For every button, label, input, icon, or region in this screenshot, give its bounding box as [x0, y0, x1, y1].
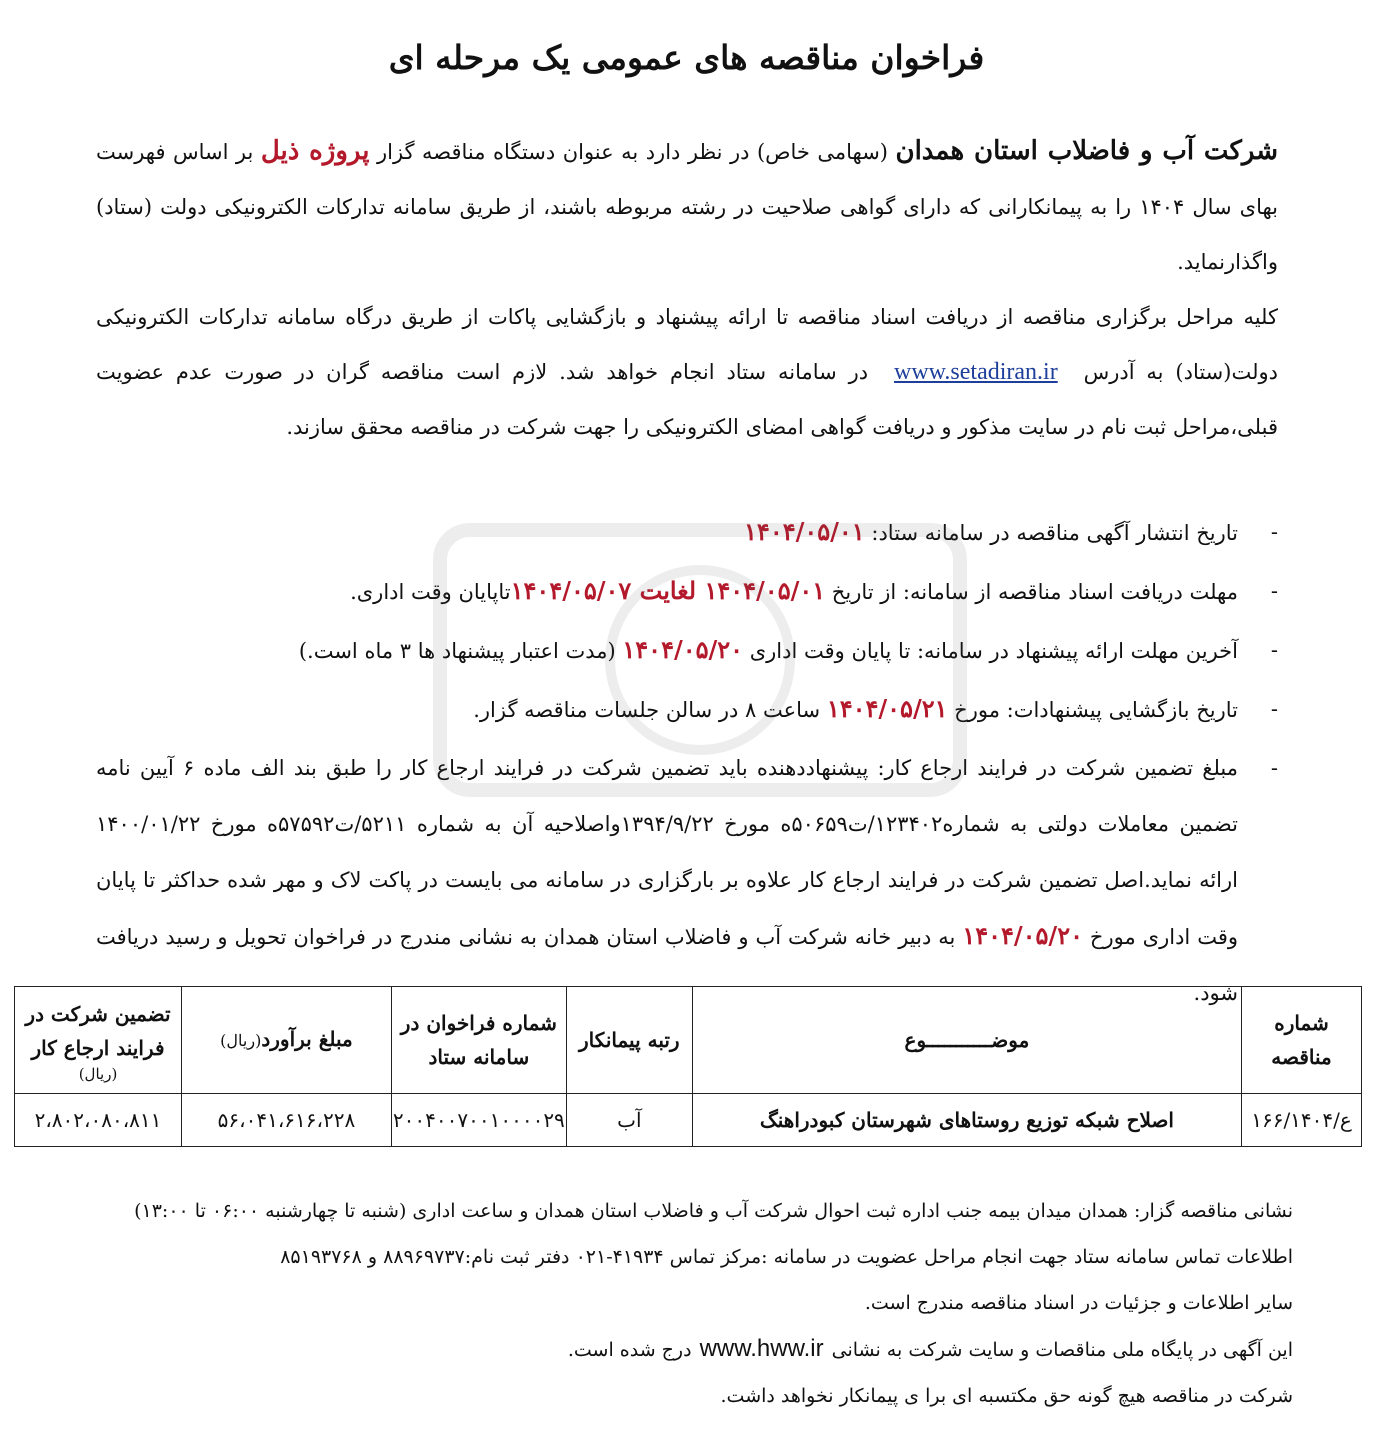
setad-link[interactable]: www.setadiran.ir — [893, 359, 1058, 385]
header-guarantee: تضمین شرکت در فرایند ارجاع کار (ریال) — [15, 987, 182, 1094]
date-value: ۱۴۰۴/۰۵/۲۰ — [622, 635, 744, 664]
dash-bullet-icon: - — [1270, 520, 1278, 544]
footer-section — [60, 1188, 1293, 1419]
project-label: پروژه ذیل — [260, 136, 370, 166]
dash-bullet-icon: - — [1270, 579, 1278, 603]
list-item: - مبلغ تضمین شرکت در فرایند ارجاع کار: پیشنهاددهنده باید تضمین شرکت در فرایند ارجاع کار را طبق بند الف ماده ۶ آیین نامه تضمین معاملات دولتی به شماره۱۲۳۴۰۲/ت۵۰۶۵۹ه مورخ ۱۳۹۴/۹/۲۲واصلاحیه آن به شماره ۵۲۱۱/ت۵۷۵۹۲ه مورخ ۱۴۰۰/۰۱/۲۲ ارائه نماید.اصل تضمین شرکت در فرایند ارجاع کار علاوه بر بارگزاری در سامانه می بایست در پاکت لاک و مهر شده حداکثر تا پایان وقت اداری مورخ ۱۴۰۴/۰۵/۲۰ به دبیر خانه شرکت آب و فاضلاب استان همدان به نشانی مندرج در فراخوان تحویل و رسید دریافت شود. — [96, 740, 1278, 1021]
dash-bullet-icon: - — [1270, 697, 1278, 721]
table-row — [15, 1094, 1362, 1147]
company-name: شرکت آب و فاضلاب استان همدان — [895, 136, 1278, 166]
header-grade: رتبه پیمانکار — [566, 987, 692, 1094]
cell-estimate: ۵۶،۰۴۱،۶۱۶،۲۲۸ — [182, 1094, 392, 1147]
header-estimate: مبلغ برآورد(ریال) — [182, 987, 392, 1094]
date-value: ۱۴۰۴/۰۵/۰۱ لغایت ۱۴۰۴/۰۵/۰۷ — [510, 576, 826, 605]
dash-bullet-icon: - — [1270, 756, 1278, 780]
intro-text-2: بر اساس فهرست بهای سال ۱۴۰۴ را به پیمانکارانی که دارای گواهی صلاحیت در رشته مربوطه باشند، از طریق سامانه تدارکات الکترونیکی دولت (ستاد) واگذارنماید. — [96, 140, 1278, 274]
table-header-row — [15, 987, 1362, 1094]
cell-grade: آب — [566, 1094, 692, 1147]
list-item: - آخرین مهلت ارائه پیشنهاد در سامانه: تا پایان وقت اداری ۱۴۰۴/۰۵/۲۰ (مدت اعتبار پیشنهاد ها ۳ ماه است.) — [96, 622, 1278, 679]
intro-text-1: در نظر دارد به عنوان دستگاه مناقصه گزار — [369, 140, 757, 164]
header-setad-number: شماره فراخوان در سامانه ستاد — [391, 987, 566, 1094]
tender-table — [14, 986, 1362, 1147]
cell-setad-number: ۲۰۰۴۰۰۷۰۰۱۰۰۰۰۲۹ — [391, 1094, 566, 1147]
header-subject: موضـــــــــــوع — [692, 987, 1241, 1094]
header-number: شماره مناقصه — [1242, 987, 1362, 1094]
portal-text-1: کلیه مراحل برگزاری مناقصه از دریافت اسناد مناقصه تا ارائه پیشنهاد و بازگشایی پاکات از طریق درگاه سامانه تدارکات الکترونیکی دولت(ستاد) به آدرس — [96, 305, 1278, 384]
intro-section — [96, 124, 1278, 455]
portal-text-2: در سامانه ستاد انجام خواهد شد. لازم است مناقصه گران در صورت عدم عضویت قبلی،مراحل ثبت نام در سایت مذکور و دریافت گواهی امضای الکترونیکی را جهت شرکت در مناقصه محقق سازند. — [96, 360, 1278, 439]
contact-line: اطلاعات تماس سامانه ستاد جهت انجام مراحل عضویت در سامانه :مرکز تماس ۴۱۹۳۴-۰۲۱ دفتر ثبت نام:۸۸۹۶۹۷۳۷ و ۸۵۱۹۳۷۶۸ — [280, 1246, 1293, 1268]
schedule-list — [96, 504, 1278, 1023]
rights-line: شرکت در مناقصه هیچ گونه حق مکتسبه ای برا ی پیمانکار نخواهد داشت. — [720, 1385, 1293, 1407]
list-item: - تاریخ انتشار آگهی مناقصه در سامانه ستاد: ۱۴۰۴/۰۵/۰۱ — [96, 504, 1278, 561]
list-item: - تاریخ بازگشایی پیشنهادات: مورخ ۱۴۰۴/۰۵/۲۱ ساعت ۸ در سالن جلسات مناقصه گزار. — [96, 681, 1278, 738]
company-site-link[interactable]: www.hww.ir — [699, 1335, 824, 1362]
date-value: ۱۴۰۴/۰۵/۰۱ — [744, 517, 865, 546]
details-line: سایر اطلاعات و جزئیات در اسناد مناقصه مندرج است. — [864, 1292, 1293, 1314]
date-value: ۱۴۰۴/۰۵/۲۰ — [962, 921, 1083, 950]
portal-paragraph — [96, 290, 1278, 455]
cell-number: ع/۱۶۶/۱۴۰۴ — [1242, 1094, 1362, 1147]
address-line: نشانی مناقصه گزار: همدان میدان بیمه جنب اداره ثبت احوال شرکت آب و فاضلاب استان همدان و ساعت اداری (شنبه تا چهارشنبه ۰۶:۰۰ تا ۱۳:۰۰) — [134, 1200, 1293, 1222]
company-type: (سهامی خاص) — [756, 140, 888, 164]
dash-bullet-icon: - — [1270, 638, 1278, 662]
cell-guarantee: ۲،۸۰۲،۰۸۰،۸۱۱ — [15, 1094, 182, 1147]
intro-paragraph — [96, 124, 1278, 290]
page-title: فراخوان مناقصه های عمومی یک مرحله ای — [388, 38, 985, 77]
ad-line: این آگهی در پایگاه ملی مناقصات و سایت شرکت به نشانیwww.hww.irدرج شده است. — [567, 1335, 1293, 1362]
cell-subject: اصلاح شبکه توزیع روستاهای شهرستان کبودراهنگ — [692, 1094, 1241, 1147]
list-item: - مهلت دریافت اسناد مناقصه از سامانه: از تاریخ ۱۴۰۴/۰۵/۰۱ لغایت ۱۴۰۴/۰۵/۰۷تاپایان وقت اداری. — [96, 563, 1278, 620]
date-value: ۱۴۰۴/۰۵/۲۱ — [826, 694, 948, 723]
